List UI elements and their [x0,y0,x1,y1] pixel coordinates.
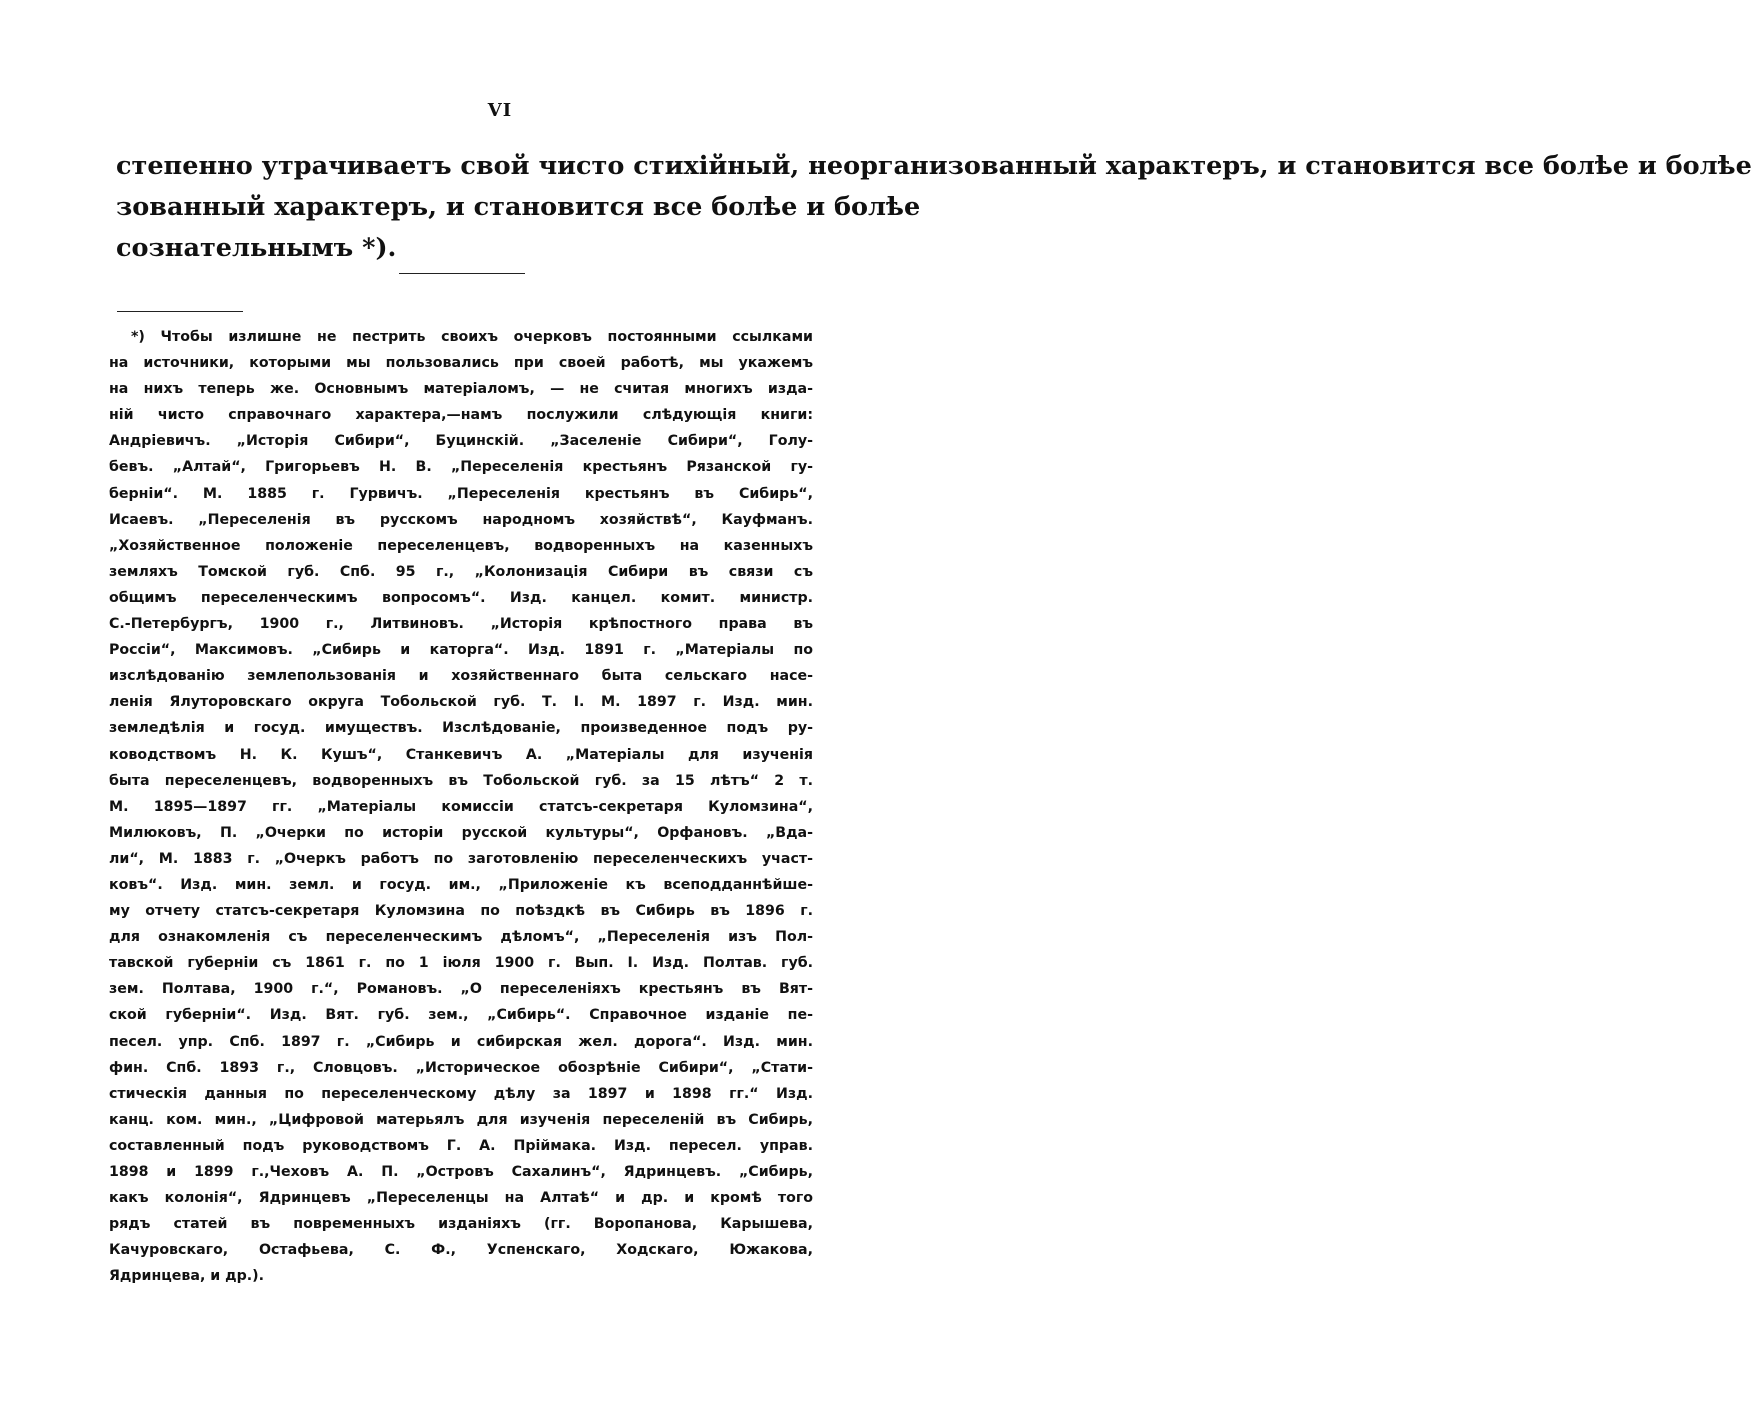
footnote [109,324,813,1289]
footnote-line: на нихъ теперь же. Основнымъ матеріаломъ, — не считая многихъ изда- [109,381,813,398]
footnote-line: С.-Петербургъ, 1900 г., Литвиновъ. „Исторія крѣпостного права въ [109,616,813,633]
footnote-line: ній чисто справочнаго характера,—намъ послужили слѣдующія книги: [109,407,813,424]
footnote-line: Качуровскаго, Остафьева, С. Ф., Успенскаго, Ходскаго, Южакова, [109,1242,813,1259]
footnote-line: ленія Ялуторовскаго округа Тобольской губ. Т. І. М. 1897 г. Изд. мин. [109,694,813,711]
footnote-line: *) Чтобы излишне не пестрить своихъ очерковъ постоянными ссылками [131,329,813,345]
footnote-line: берніи“. М. 1885 г. Гурвичъ. „Переселенія крестьянъ въ Сибирь“, [109,485,813,502]
footnote-line: 1898 и 1899 г.,Чеховъ А. П. „Островъ Сахалинъ“, Ядринцевъ. „Сибирь, [109,1164,813,1180]
footnote-line: песел. упр. Спб. 1897 г. „Сибирь и сибирская жел. дорога“. Изд. мин. [109,1033,813,1050]
body-text [116,146,1752,269]
footnote-line: М. 1895—1897 гг. „Матеріалы комиссіи статсъ-секретаря Куломзина“, [109,798,813,815]
footnote-line: на источники, которыми мы пользовались при своей работѣ, мы укажемъ [109,355,813,372]
footnote-line: Милюковъ, П. „Очерки по исторіи русской культуры“, Орфановъ. „Вда- [109,824,813,841]
body-line: сознательнымъ *). [116,233,397,263]
footnote-line: Россіи“, Максимовъ. „Сибирь и каторга“. Изд. 1891 г. „Матеріалы по [109,642,813,659]
footnote-line: быта переселенцевъ, водворенныхъ въ Тобольской губ. за 15 лѣтъ“ 2 т. [109,772,813,789]
footnote-line: бевъ. „Алтай“, Григорьевъ Н. В. „Переселенія крестьянъ Рязанской гу- [109,459,813,476]
footnote-line: „Хозяйственное положеніе переселенцевъ, водворенныхъ на казенныхъ [109,537,813,554]
body-line: степенно утрачиваетъ свой чисто стихійный, неорганизованный характеръ, и становится все болѣе и болѣе [116,151,1752,181]
footnote-line: земледѣлія и госуд. имуществъ. Изслѣдованіе, произведенное подъ ру- [109,720,813,737]
footnote-line: ской губерніи“. Изд. Вят. губ. зем., „Сибирь“. Справочное изданіе пе- [109,1007,813,1024]
page-number: VI [487,100,513,121]
footnote-line: общимъ переселенческимъ вопросомъ“. Изд. канцел. комит. министр. [109,589,813,606]
footnote-line: изслѣдованію землепользованія и хозяйственнаго быта сельскаго насе- [109,668,813,685]
footnote-line: рядъ статей въ повременныхъ изданіяхъ (гг. Воропанова, Карышева, [109,1216,813,1233]
footnote-line: фин. Спб. 1893 г., Словцовъ. „Историческое обозрѣніе Сибири“, „Стати- [109,1059,813,1076]
footnote-line: зем. Полтава, 1900 г.“, Романовъ. „О переселеніяхъ крестьянъ въ Вят- [109,981,813,998]
footnote-line: ководствомъ Н. К. Кушъ“, Станкевичъ А. „Матеріалы для изученія [109,746,813,763]
footnote-line: какъ колонія“, Ядринцевъ „Переселенцы на Алтаѣ“ и др. и кромѣ того [109,1190,813,1207]
footnote-line: земляхъ Томской губ. Спб. 95 г., „Колонизація Сибири въ связи съ [109,563,813,580]
footnote-line: для ознакомленія съ переселенческимъ дѣломъ“, „Переселенія изъ Пол- [109,929,813,946]
footnote-line: канц. ком. мин., „Цифровой матерьялъ для изученія переселеній въ Сибирь, [109,1111,813,1128]
footnote-line: тавской губерніи съ 1861 г. по 1 іюля 1900 г. Вып. І. Изд. Полтав. губ. [109,955,813,972]
body-line: зованный характеръ, и становится все болѣе и болѣе [116,192,921,222]
footnote-line: Ядринцева, и др.). [109,1268,265,1285]
section-divider [399,273,525,274]
footnote-line: му отчету статсъ-секретаря Куломзина по поѣздкѣ въ Сибирь въ 1896 г. [109,903,813,920]
footnote-line: Исаевъ. „Переселенія въ русскомъ народномъ хозяйствѣ“, Кауфманъ. [109,511,813,528]
footnote-line: ковъ“. Изд. мин. земл. и госуд. им., „Приложеніе къ всеподданнѣйше- [109,876,813,893]
footnote-line: Андріевичъ. „Исторія Сибири“, Буцинскій. „Заселеніе Сибири“, Голу- [109,433,813,450]
footnote-line: ли“, М. 1883 г. „Очеркъ работъ по заготовленію переселенческихъ участ- [109,850,813,867]
footnote-line: стическія данныя по переселенческому дѣлу за 1897 и 1898 гг.“ Изд. [109,1085,813,1102]
footnote-line: составленный подъ руководствомъ Г. А. Пріймака. Изд. пересел. управ. [109,1137,813,1154]
footnote-rule [117,311,243,312]
